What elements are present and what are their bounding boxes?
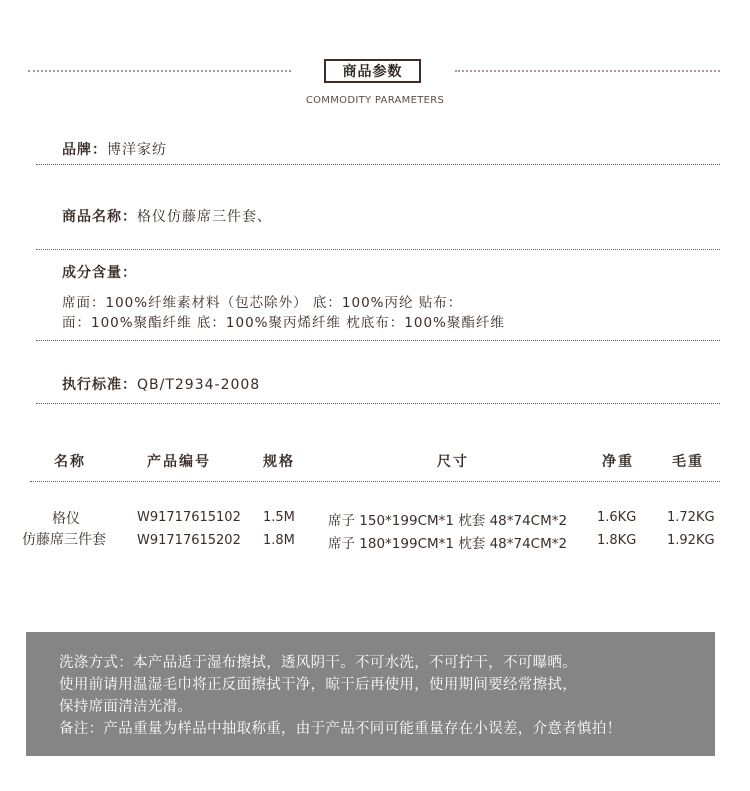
table-row-2-size: 席子 180*199CM*1 枕套 48*74CM*2 bbox=[328, 536, 568, 552]
table-header-name: 名称 bbox=[54, 454, 86, 470]
product-name-value: 格仪仿藤席三件套、 bbox=[137, 209, 272, 225]
standard-label: 执行标准： bbox=[62, 377, 137, 393]
product-name-cell-line-2: 仿藤席三件套 bbox=[22, 532, 106, 548]
brand-row bbox=[62, 139, 167, 159]
header-divider-right bbox=[455, 70, 720, 72]
table-row-1-size: 席子 150*199CM*1 枕套 48*74CM*2 bbox=[328, 513, 568, 529]
standard-row bbox=[62, 374, 260, 394]
product-name-cell-line-1: 格仪 bbox=[52, 511, 80, 527]
table-row-1-gross: 1.72KG bbox=[667, 510, 715, 525]
section-title bbox=[324, 59, 421, 83]
separator bbox=[36, 403, 720, 404]
care-line-1: 洗涤方式：本产品适于湿布擦拭，透风阴干。不可水洗，不可拧干，不可曝晒。 bbox=[59, 655, 577, 671]
composition-label bbox=[62, 262, 137, 282]
header-divider-left bbox=[28, 70, 291, 72]
composition-line-2: 面：100%聚酯纤维 底：100%聚丙烯纤维 枕底布：100%聚酯纤维 bbox=[62, 315, 505, 331]
table-row-2-gross: 1.92KG bbox=[667, 533, 715, 548]
composition-line-1: 席面：100%纤维素材料（包芯除外） 底：100%丙纶 贴布： bbox=[62, 295, 463, 311]
section-subtitle: COMMODITY PARAMETERS bbox=[305, 95, 445, 106]
table-row-1-spec: 1.5M bbox=[263, 510, 295, 525]
separator bbox=[36, 164, 720, 165]
table-header-separator bbox=[30, 481, 720, 482]
table-row-2-code: W91717615202 bbox=[137, 533, 241, 548]
care-line-2: 使用前请用温湿毛巾将正反面擦拭干净，晾干后再使用，使用期间要经常擦拭， bbox=[59, 677, 577, 693]
table-row-2-spec: 1.8M bbox=[263, 533, 295, 548]
brand-label: 品牌： bbox=[62, 142, 107, 158]
product-name-label: 商品名称： bbox=[62, 209, 137, 225]
separator bbox=[36, 249, 720, 250]
care-instructions-panel bbox=[26, 632, 715, 756]
table-header-code: 产品编号 bbox=[147, 454, 211, 470]
composition-label-text: 成分含量： bbox=[62, 265, 137, 281]
care-note: 备注：产品重量为样品中抽取称重，由于产品不同可能重量存在小误差，介意者慎拍！ bbox=[59, 721, 622, 737]
table-row-1-code: W91717615102 bbox=[137, 510, 241, 525]
brand-value: 博洋家纺 bbox=[107, 142, 167, 158]
standard-value: QB/T2934-2008 bbox=[137, 377, 261, 393]
table-row-1-net: 1.6KG bbox=[597, 510, 637, 525]
separator bbox=[36, 340, 720, 341]
table-header-size: 尺寸 bbox=[437, 454, 469, 470]
table-header-spec: 规格 bbox=[263, 454, 295, 470]
section-title-text: 商品参数 bbox=[342, 64, 403, 80]
product-name-row bbox=[62, 206, 272, 226]
care-line-3: 保持席面清洁光滑。 bbox=[59, 699, 193, 715]
table-header-gross-weight: 毛重 bbox=[672, 454, 704, 470]
table-row-2-net: 1.8KG bbox=[597, 533, 637, 548]
table-header-net-weight: 净重 bbox=[602, 454, 634, 470]
